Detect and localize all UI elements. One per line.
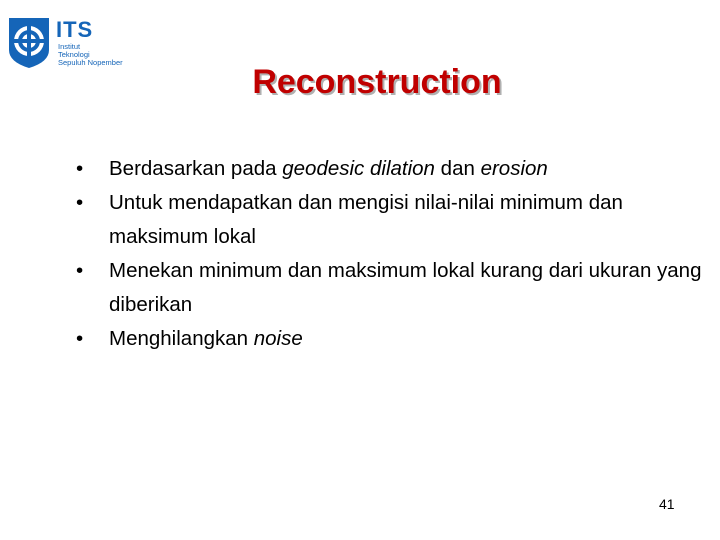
bullet-emphasis: geodesic dilation: [282, 157, 435, 180]
logo-sub-line: Teknologi: [58, 50, 90, 59]
bullet-item: [76, 152, 716, 186]
bullet-icon: •: [76, 157, 84, 180]
bullet-item: [76, 322, 716, 356]
bullet-text: dan: [434, 157, 481, 180]
bullet-list: [76, 152, 716, 356]
bullet-emphasis: erosion: [480, 157, 548, 180]
slide-title: Reconstruction: [252, 63, 502, 101]
bullet-item: [76, 186, 716, 254]
logo-sub-line: Institut: [58, 42, 81, 51]
bullet-text: Berdasarkan pada: [109, 157, 283, 180]
logo-sub-line: Sepuluh Nopember: [58, 58, 123, 67]
bullet-item: [76, 254, 716, 322]
bullet-emphasis: noise: [253, 327, 303, 350]
bullet-icon: •: [76, 259, 84, 282]
logo-its-text: ITS: [56, 17, 94, 42]
page-number: 41: [659, 496, 675, 512]
bullet-icon: •: [76, 191, 84, 214]
bullet-text: Untuk mendapatkan dan mengisi nilai-nilai minimum dan maksimum lokal: [109, 191, 623, 248]
bullet-icon: •: [76, 327, 84, 350]
bullet-text: Menghilangkan: [109, 327, 254, 350]
bullet-text: Menekan minimum dan maksimum lokal kurang dari ukuran yang diberikan: [109, 259, 702, 316]
